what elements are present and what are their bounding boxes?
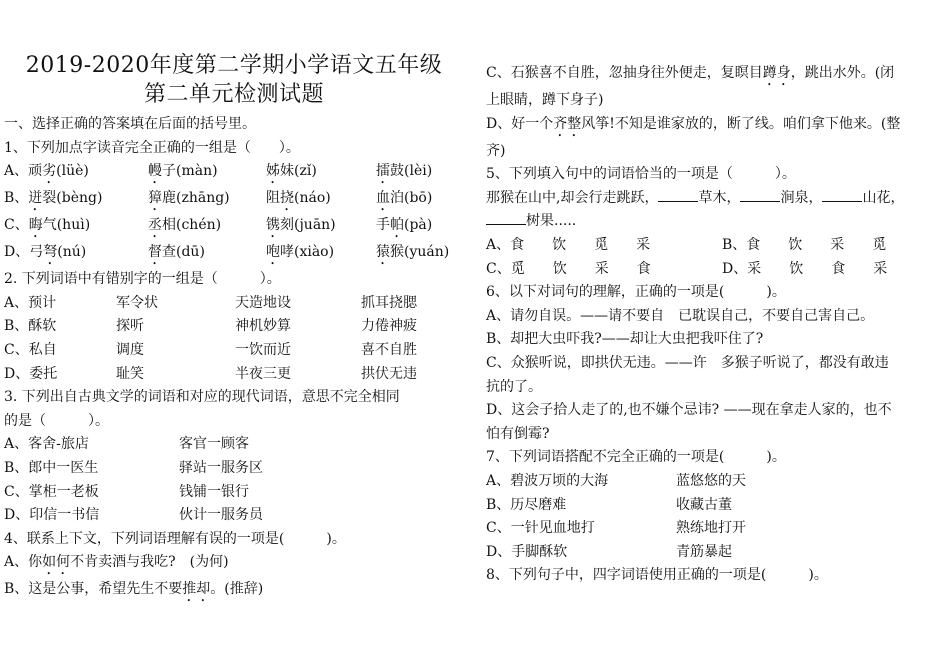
q7-option-cell: 熟练地打开 <box>676 520 746 537</box>
q6-stem: 6、以下对词句的理解，正确的一项是( )。 <box>486 284 786 301</box>
q2-option-cell: 力倦神疲 <box>361 318 417 335</box>
q6-option-c-line-2: 抗的了。 <box>486 378 542 395</box>
q1-cell-suffix: 刻(juān) <box>280 217 336 234</box>
q4-b-pre: B、这是公事，希望先生不要 <box>4 581 183 598</box>
q1-option-cell <box>376 241 449 268</box>
q1-option-cell <box>4 241 148 268</box>
q1-cell-prefix: D、弓 <box>4 244 44 261</box>
title-line-2: 第二单元检测试题 <box>143 82 324 107</box>
q4-stem: 4、联系上下文，下列词语理解有误的一项是( )。 <box>4 530 346 547</box>
q1-cell-suffix: (nú) <box>57 244 87 261</box>
q2-option-cell: B、酥软 <box>4 318 57 335</box>
q2-option-cell: 一饮而近 <box>235 341 291 358</box>
q1-cell-suffix: (pà) <box>404 217 433 234</box>
q7-option-cell: 收藏古董 <box>676 496 732 513</box>
q5-sentence-line-2 <box>486 210 946 234</box>
q1-cell-suffix: 鹿(zhāng) <box>162 190 230 207</box>
section-1-heading: 一、选择正确的答案填在后面的括号里。 <box>4 116 256 132</box>
q5-blank-3[interactable] <box>822 187 862 202</box>
q5-option-c: C、觅 饮 采 食 <box>486 260 651 277</box>
q1-cell-prefix: 阻 <box>266 190 280 207</box>
q1-cell-suffix: 裂(bèng) <box>42 190 103 207</box>
q7-row <box>486 541 946 565</box>
q5-s1: 那猴在山中,却会行走跳跃， <box>486 189 659 206</box>
q3-row <box>4 433 464 457</box>
q4-b-post: 。(推辞) <box>210 581 264 598</box>
q6-option-b: B、却把大虫吓我?——却让大虫把我吓住了? <box>486 331 764 348</box>
q2-option-cell: 耻笑 <box>116 365 144 382</box>
q7-options <box>486 470 946 564</box>
q5-s4: 山花， <box>862 189 905 206</box>
q3-option-cell: 钱铺一银行 <box>179 483 249 500</box>
q5-option-d: D、采 饮 食 采 <box>722 260 888 277</box>
q1-dotted-char: 督 <box>148 244 162 261</box>
q5-s5: 树果..... <box>526 213 577 230</box>
q2-options <box>4 292 464 386</box>
q1-option-cell <box>148 241 266 268</box>
q2-stem: 2. 下列词语中有错别字的一组是（ ）。 <box>4 271 281 288</box>
title-line-1: 2019-2020年度第二学期小学语文五年级 <box>25 53 443 78</box>
q3-option-cell: A、客舍-旅店 <box>4 436 89 453</box>
q5-sentence-line-1 <box>486 187 946 211</box>
q1-dotted-char: 丞 <box>148 217 162 234</box>
q1-option-cell <box>4 187 148 214</box>
q3-row <box>4 481 464 505</box>
q7-option-cell: C、一针见血地打 <box>486 520 595 537</box>
q1-stem: 1、下列加点字读音完全正确的一组是（ ）。 <box>4 139 300 156</box>
q1-cell-suffix: 泊(bō) <box>390 190 433 207</box>
q5-option-a: A、食 饮 觅 采 <box>486 236 651 253</box>
q5-blank-4[interactable] <box>486 210 526 225</box>
q4-d-pre: D、好一个 <box>486 115 554 132</box>
q3-option-cell: 驿站一服务区 <box>179 459 263 476</box>
q3-row <box>4 457 464 481</box>
q1-cell-prefix: B、 <box>4 190 29 207</box>
q7-option-cell: A、碧波万顷的大海 <box>486 472 609 489</box>
q4-a-post: 不肯卖酒与我吃? (为何) <box>70 554 229 571</box>
q1-cell-prefix: 手 <box>376 217 390 234</box>
q3-option-cell: 伙计一服务员 <box>179 507 263 524</box>
q2-row <box>4 339 464 363</box>
q4-option-c-line-1 <box>486 62 946 89</box>
q4-option-d-line-1 <box>486 113 946 140</box>
q1-dotted-char: 帕 <box>390 217 404 234</box>
q1-cell-prefix: C、 <box>4 217 29 234</box>
q5-s2: 草木， <box>698 189 741 206</box>
q1-option-cell <box>148 160 266 187</box>
q4-c-dotted: 蹲身 <box>762 65 791 81</box>
q2-option-cell: D、委托 <box>4 365 58 382</box>
q1-row <box>4 241 464 268</box>
q6-option-c-line-1: C、众猴听说，即拱伏无违。——许 多猴子听说了，都没有敢违 <box>486 354 889 371</box>
q4-d-post: 风筝!不知是谁家放的，断了线。咱们拿下他来。(整 <box>581 115 901 132</box>
q4-c-post: ，跳出水外。(闭 <box>790 65 895 81</box>
q2-option-cell: 神机妙算 <box>235 318 291 335</box>
q4-b-dotted: 推却 <box>182 581 211 598</box>
q4-option-a <box>4 551 464 578</box>
q5-options-row-1 <box>486 234 946 258</box>
q1-cell-suffix: (lüè) <box>56 163 89 180</box>
q1-dotted-char: 镌 <box>266 217 280 234</box>
q1-cell-suffix: 哮(xiào) <box>280 244 335 261</box>
q1-dotted-char: 血 <box>376 190 390 207</box>
q1-cell-suffix: 相(chén) <box>162 217 222 234</box>
q1-dotted-char: 擂 <box>376 163 390 180</box>
q4-option-c-line-2: 上眼睛，蹲下身子) <box>486 92 604 108</box>
q1-cell-suffix: 查(dū) <box>162 244 205 261</box>
q2-option-cell: 调度 <box>116 341 144 358</box>
q1-cell-suffix: 妹(zǐ) <box>280 163 317 180</box>
q1-dotted-char: 猿 <box>376 244 390 261</box>
q5-stem: 5、下列填入句中的词语恰当的一项是（ ）。 <box>486 166 796 183</box>
q2-row <box>4 363 464 387</box>
q2-option-cell: 探听 <box>116 318 144 335</box>
q5-s3: 涧泉， <box>780 189 823 206</box>
q7-row <box>486 470 946 494</box>
q1-dotted-char: 劣 <box>42 163 57 180</box>
q5-blank-2[interactable] <box>740 187 780 202</box>
q2-row <box>4 292 464 316</box>
q1-dotted-char: 姊 <box>266 163 280 180</box>
q4-a-dotted: 如何 <box>42 554 71 571</box>
q3-stem-line-1: 3. 下列出自古典文学的词语和对应的现代词语，意思不完全相同 <box>4 389 400 406</box>
q1-option-cell <box>376 214 432 241</box>
q3-option-cell: D、印信一书信 <box>4 507 100 524</box>
q5-options-row-2 <box>486 258 946 282</box>
q1-cell-suffix: (náo) <box>294 190 331 207</box>
q7-option-cell: D、手脚酥软 <box>486 543 568 560</box>
q1-cell-suffix: 猴(yuán) <box>390 244 450 261</box>
q2-option-cell: 抓耳挠腮 <box>361 294 417 311</box>
page-title <box>4 51 464 109</box>
q1-options <box>4 160 464 268</box>
q1-option-cell <box>266 241 376 268</box>
q8-stem: 8、下列句子中，四字词语使用正确的一项是( )。 <box>486 567 828 584</box>
q1-dotted-char: 獐 <box>148 190 162 207</box>
q1-option-cell <box>4 160 148 187</box>
q4-option-b <box>4 578 464 605</box>
q1-dotted-char: 弩 <box>43 244 58 261</box>
q1-dotted-char: 幔 <box>148 163 162 180</box>
q1-dotted-char: 晦 <box>28 217 43 234</box>
q4-d-dotted: 齐整 <box>553 115 582 132</box>
q1-option-cell <box>266 160 376 187</box>
q2-option-cell: 喜不自胜 <box>361 341 417 358</box>
q3-stem-line-2: 的是（ ）。 <box>4 412 109 429</box>
q1-option-cell <box>376 187 432 214</box>
q1-cell-prefix: A、顽 <box>4 163 43 180</box>
q1-option-cell <box>4 214 148 241</box>
q1-row <box>4 214 464 241</box>
q6-option-a: A、请勿自误。——请不要自 已耽误自己，不要自己害自己。 <box>486 307 875 324</box>
q7-row <box>486 517 946 541</box>
q4-option-d-line-2: 齐) <box>486 142 506 159</box>
q6-option-d-line-2: 怕有倒霉? <box>486 425 550 442</box>
q1-option-cell <box>266 214 376 241</box>
q2-row <box>4 315 464 339</box>
q2-option-cell: A、预计 <box>4 294 57 311</box>
q4-a-pre: A、你 <box>4 554 43 571</box>
q1-cell-suffix: 气(huì) <box>42 217 91 234</box>
q2-option-cell: 拱伏无违 <box>361 365 417 382</box>
left-column <box>4 0 464 605</box>
q1-row <box>4 160 464 187</box>
q5-option-b: B、食 饮 采 觅 <box>722 236 887 253</box>
q1-option-cell <box>376 160 432 187</box>
q7-option-cell: B、历尽磨难 <box>486 496 567 513</box>
q1-row <box>4 187 464 214</box>
q1-option-cell <box>148 214 266 241</box>
q2-option-cell: C、私自 <box>4 341 57 358</box>
q7-option-cell: 蓝悠悠的天 <box>676 472 746 489</box>
q3-options <box>4 433 464 527</box>
q1-dotted-char: 咆 <box>266 244 280 261</box>
q6-option-d-line-1: D、这会子拾人走了的,也不嫌个忌讳? ——现在拿走人家的，也不 <box>486 402 892 419</box>
q2-option-cell: 军令状 <box>116 294 158 311</box>
q1-dotted-char: 挠 <box>280 190 294 207</box>
q1-cell-suffix: 鼓(lèi) <box>390 163 433 180</box>
q7-stem: 7、下列词语搭配不完全正确的一项是( )。 <box>486 449 786 466</box>
q1-option-cell <box>148 187 266 214</box>
q2-option-cell: 半夜三更 <box>235 365 291 382</box>
q4-c-pre: C、石猴喜不自胜，忽抽身往外便走，复瞑目 <box>486 65 763 81</box>
q3-option-cell: 客官一顾客 <box>179 436 249 453</box>
q7-option-cell: 青筋暴起 <box>676 543 732 560</box>
q3-row <box>4 504 464 528</box>
q7-row <box>486 494 946 518</box>
q3-option-cell: C、掌柜一老板 <box>4 483 99 500</box>
q1-cell-suffix: 子(màn) <box>162 163 218 180</box>
q2-option-cell: 天造地设 <box>235 294 291 311</box>
q1-option-cell <box>266 187 376 214</box>
q1-dotted-char: 迸 <box>28 190 43 207</box>
q3-option-cell: B、郎中一医生 <box>4 459 99 476</box>
q5-blank-1[interactable] <box>658 187 698 202</box>
right-column <box>486 0 946 588</box>
